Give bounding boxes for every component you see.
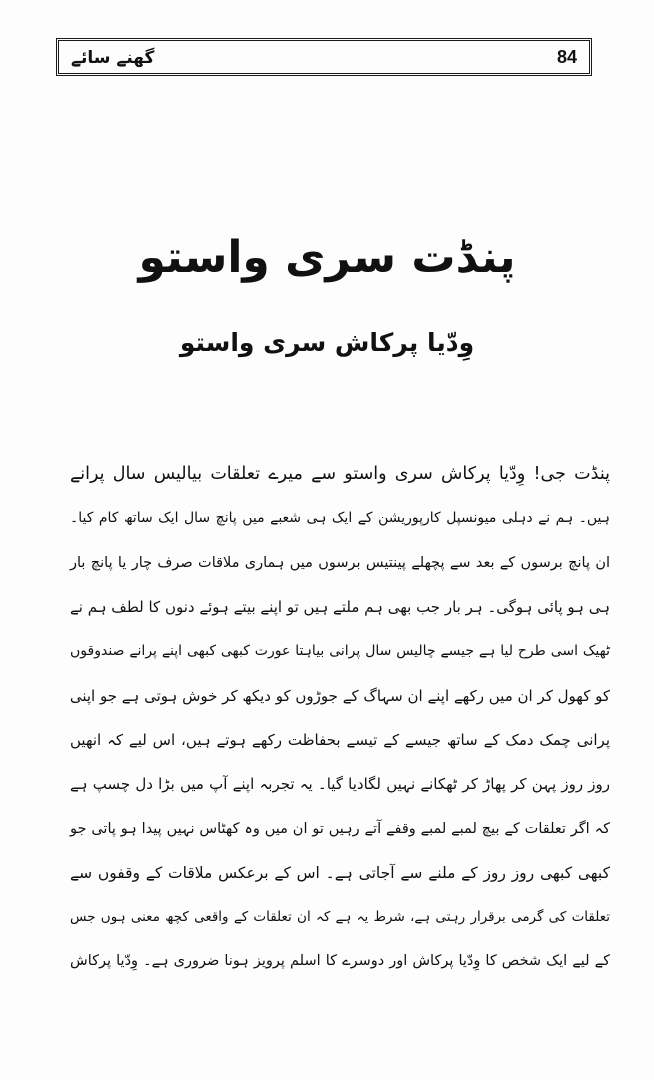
body-line: تعلقات کی گرمی برقرار رہتی ہے، شرط یہ ہے کہ ان تعلقات کے واقعی کچھ معنی ہوں جس bbox=[70, 909, 610, 926]
chapter-subtitle: وِدّیا پرکاش سری واستو bbox=[179, 328, 475, 357]
body-line: کبھی کبھی روز روز کے ملنے سے آجاتی ہے۔ اس کے برعکس ملاقات کے وقفوں سے bbox=[70, 863, 610, 882]
body-line: کے لیے ایک شخص کا وِدّیا پرکاش اور دوسرے کا اسلم پرویز ہونا ضروری ہے۔ وِدّیا پرکاش bbox=[70, 953, 610, 970]
body-line: ان پانچ برسوں کے بعد سے پچھلے پینتیس برسوں میں ہماری ملاقات صرف چار یا پانچ بار bbox=[70, 554, 610, 571]
body-text bbox=[70, 452, 610, 984]
body-line: روز روز پہن کر پھاڑ کر ٹھکانے نہیں لگادیا گیا۔ یہ تجربہ اپنے آپ میں بڑا دل چسپ ہے bbox=[70, 775, 610, 794]
body-line: ہی ہو پائی ہوگی۔ ہر بار جب بھی ہم ملتے ہیں تو اپنے بیتے ہوئے دنوں کا لطف ہم نے bbox=[70, 598, 610, 617]
body-line: پرانی چمک دمک کے ساتھ جیسے کے تیسے بحفاظت رکھے ہوتے ہیں، اس لیے کہ انھیں bbox=[70, 730, 610, 749]
chapter-title: پنڈت سری واستو bbox=[138, 232, 516, 283]
page-number: 84 bbox=[556, 46, 577, 67]
body-line: کو کھول کر ان میں رکھے اپنے ان سہاگ کے جوڑوں کو دیکھ کر خوش ہوتی ہے جو اپنی bbox=[69, 686, 610, 705]
book-title: گھنے سائے bbox=[71, 47, 155, 68]
body-line: ہیں۔ ہم نے دہلی میونسپل کارپوریشن کے ایک ہی شعبے میں پانچ سال ایک ساتھ کام کیا۔ bbox=[70, 510, 610, 527]
body-line: ٹھیک اسی طرح لیا ہے جیسے چالیس سال پرانی بیاہتا عورت کبھی کبھی اپنے پرانے صندوقوں bbox=[70, 643, 610, 660]
body-line: پنڈت جی! وِدّیا پرکاش سری واستو سے میرے تعلقات بیالیس سال پرانے bbox=[70, 464, 610, 485]
body-line: کہ اگر تعلقات کے بیچ لمبے لمبے وقفے آتے رہیں تو ان میں وہ کھٹاس نہیں پیدا ہو پاتی جو bbox=[70, 820, 610, 837]
running-header bbox=[56, 38, 592, 76]
